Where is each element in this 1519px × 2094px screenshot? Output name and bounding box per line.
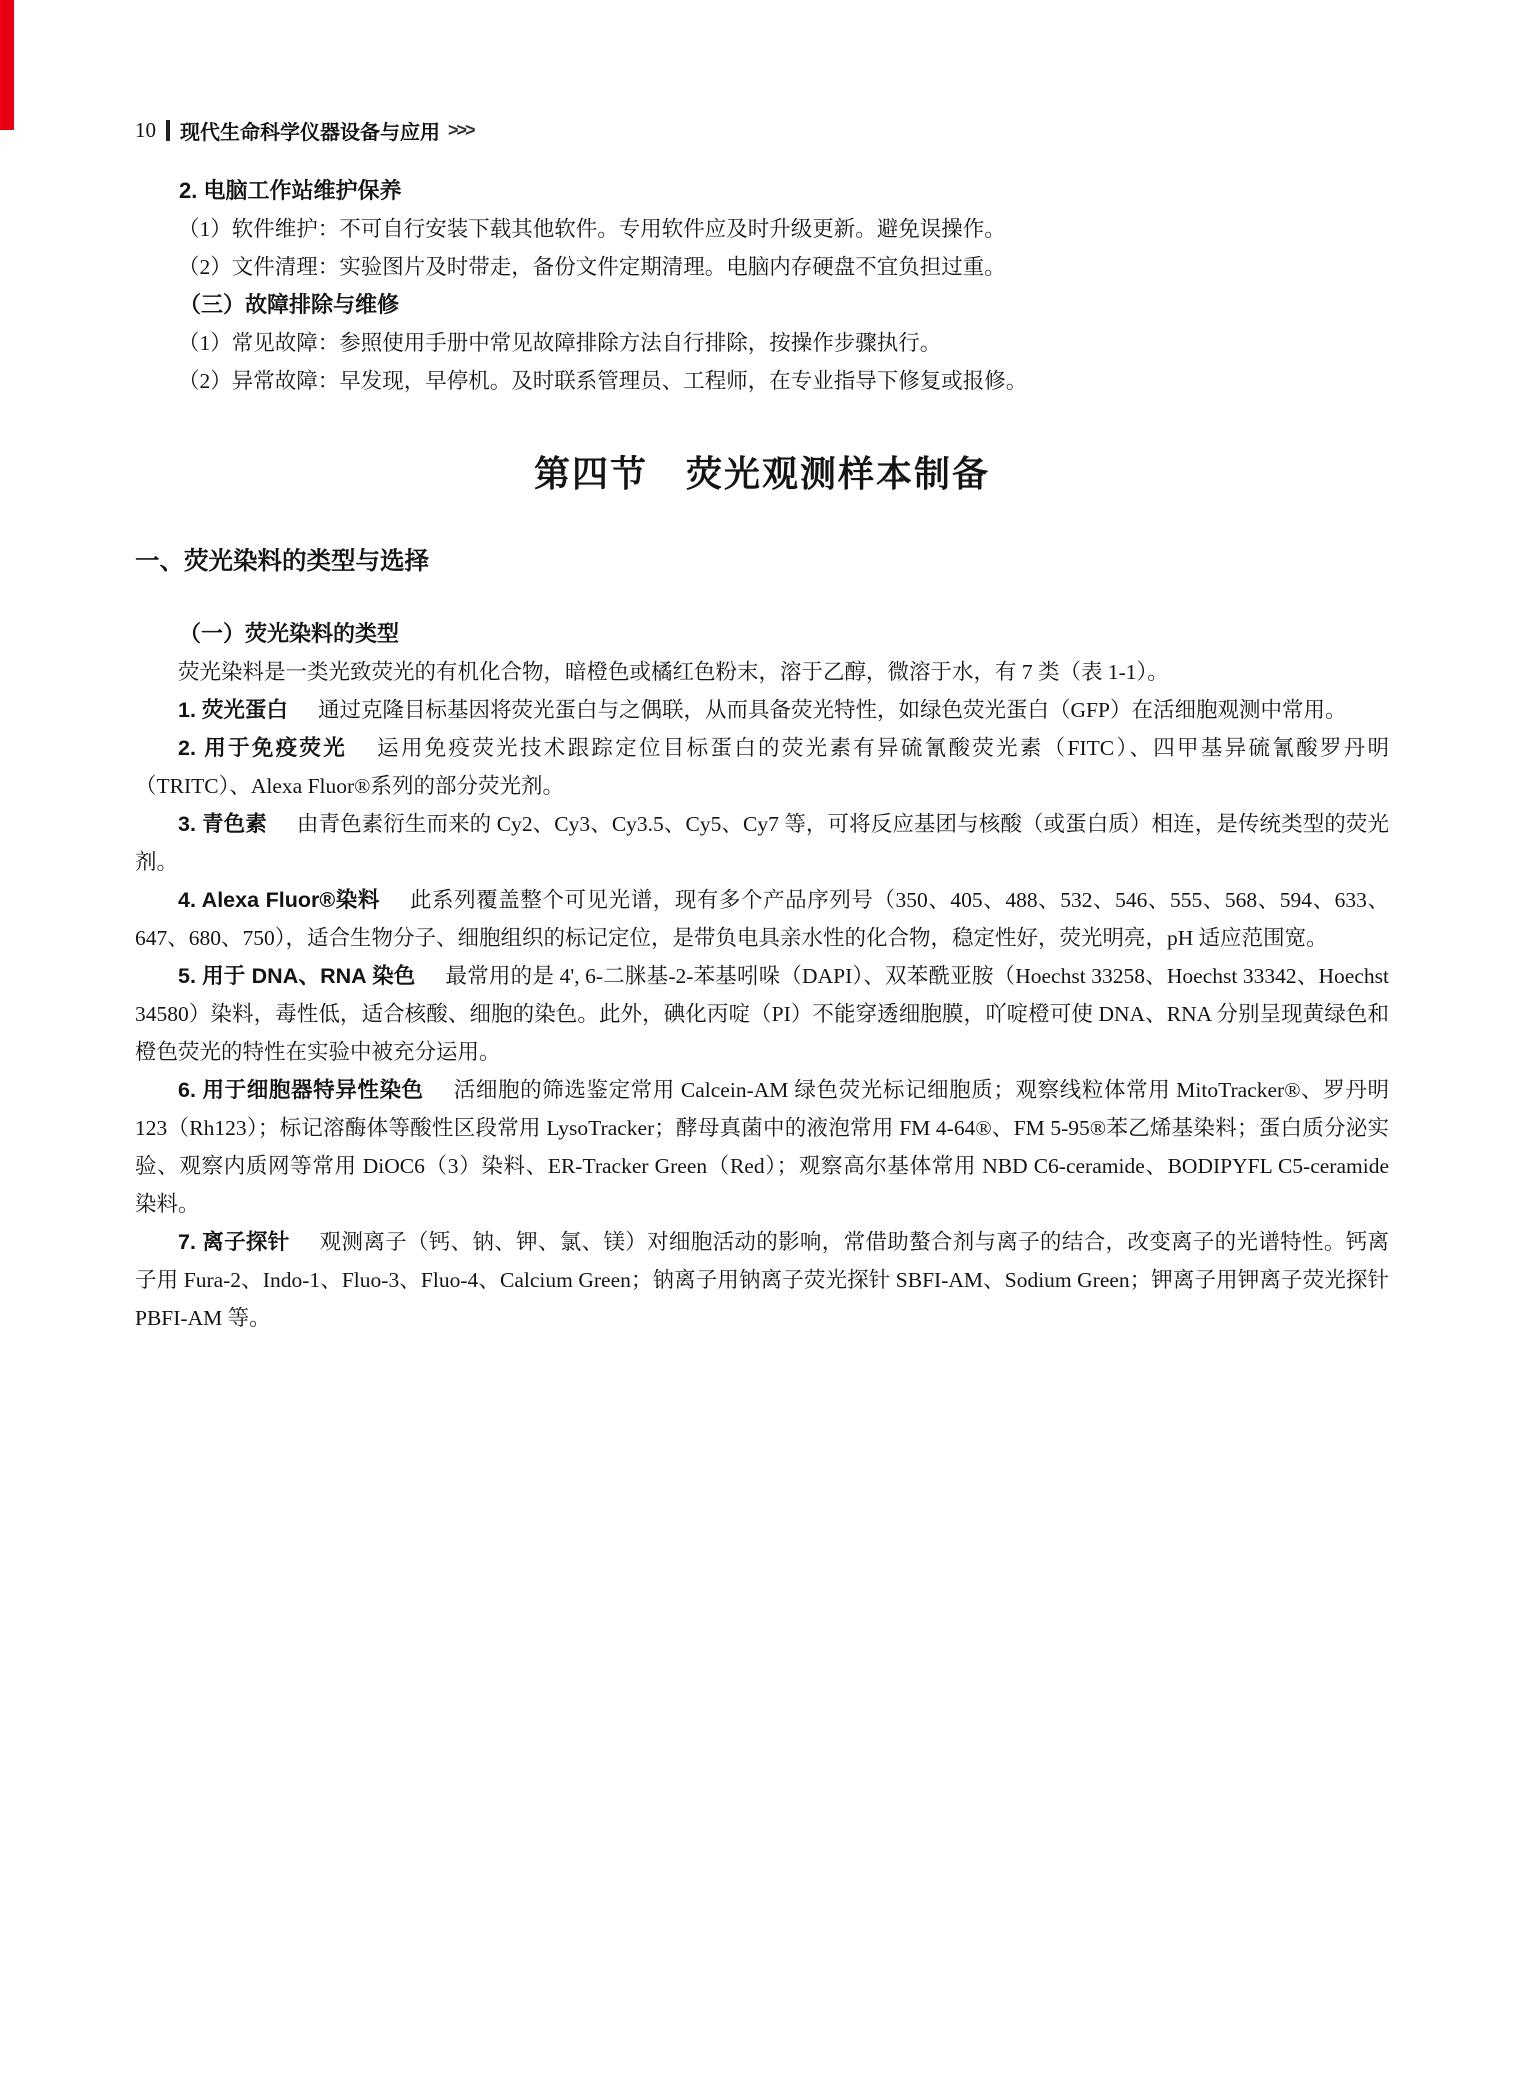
run: （1）常见故障：参照使用手册中常见故障排除方法自行排除，按操作步骤执行。	[178, 331, 942, 355]
run: 此系列覆盖整个可见光谱，现有多个产品序列号（350、405、488、532、546、555、568、594、633、647、680、750），适合生物分子、细胞组织的标记定位，是带负电具亲水性的化合物，稳定性好，荧光明亮，pH 适应范围宽。	[135, 888, 1389, 950]
run-bold: 1. 荧光蛋白	[178, 698, 288, 722]
document-body	[135, 172, 1389, 1337]
run: 一、荧光染料的类型与选择	[135, 548, 429, 575]
header-divider	[166, 120, 170, 141]
page-header	[135, 116, 474, 145]
run: 通过克隆目标基因将荧光蛋白与之偶联，从而具备荧光特性，如绿色荧光蛋白（GFP）在活细胞观测中常用。	[318, 698, 1347, 722]
run: （三）故障排除与维修	[179, 292, 400, 317]
run: （一）荧光染料的类型	[179, 621, 400, 646]
subsection-heading	[135, 543, 1389, 581]
run: 活细胞的筛选鉴定常用 Calcein-AM 绿色荧光标记细胞质；观察线粒体常用 MitoTracker®、罗丹明 123（Rh123）；标记溶酶体等酸性区段常用 LysoTracker；酵母真菌中的液泡常用 FM 4-64®、FM 5-95®苯乙烯基染料；蛋白质分泌实验、观察内质网等常用 DiOC6（3）染料、ER-Tracker Green（Red）；观察高尔基体常用 NBD C6-ceramide、BODIPYFL C5-ceramide 染料。	[135, 1078, 1389, 1216]
run-bold: 5. 用于 DNA、RNA 染色	[178, 964, 416, 988]
run-bold: 2. 用于免疫荧光	[178, 736, 348, 760]
paragraph	[135, 210, 1389, 248]
paragraph	[135, 248, 1389, 286]
book-title: 现代生命科学仪器设备与应用	[180, 122, 440, 144]
paragraph	[135, 1223, 1389, 1337]
paragraph	[135, 1071, 1389, 1223]
run: 第四节 荧光观测样本制备	[533, 454, 990, 494]
run: 最常用的是 4', 6-二脒基-2-苯基吲哚（DAPI）、双苯酰亚胺（Hoechst 33258、Hoechst 33342、Hoechst 34580）染料，毒性低，适合核酸、细胞的染色。此外，碘化丙啶（PI）不能穿透细胞膜，吖啶橙可使 DNA、RNA 分别呈现黄绿色和橙色荧光的特性在实验中被充分运用。	[135, 964, 1389, 1064]
section-title	[135, 452, 1389, 497]
run: 运用免疫荧光技术跟踪定位目标蛋白的荧光素有异硫氰酸荧光素（FITC）、四甲基异硫氰酸罗丹明（TRITC）、Alexa Fluor®系列的部分荧光剂。	[135, 736, 1389, 798]
numbered-heading	[135, 172, 1389, 210]
paragraph	[135, 881, 1389, 957]
run-bold: 6. 用于细胞器特异性染色	[178, 1078, 424, 1102]
run: 2. 电脑工作站维护保养	[179, 178, 402, 203]
paragraph	[135, 653, 1389, 691]
paragraph	[135, 362, 1389, 400]
run-bold: 3. 青色素	[178, 812, 267, 836]
paragraph	[135, 324, 1389, 362]
paragraph	[135, 957, 1389, 1071]
run: 观测离子（钙、钠、钾、氯、镁）对细胞活动的影响，常借助螯合剂与离子的结合，改变离子的光谱特性。钙离子用 Fura-2、Indo-1、Fluo-3、Fluo-4、Calcium Green；钠离子用钠离子荧光探针 SBFI-AM、Sodium Green；钾离子用钾离子荧光探针 PBFI-AM 等。	[135, 1230, 1389, 1330]
run: 荧光染料是一类光致荧光的有机化合物，暗橙色或橘红色粉末，溶于乙醇，微溶于水，有 7 类（表 1-1）。	[178, 660, 1169, 684]
page-number: 10	[135, 118, 156, 142]
chevrons-icon: >>>	[448, 120, 474, 140]
paragraph	[135, 691, 1389, 729]
run-bold: 4. Alexa Fluor®染料	[178, 888, 380, 912]
paragraph	[135, 805, 1389, 881]
run: （2）文件清理：实验图片及时带走，备份文件定期清理。电脑内存硬盘不宜负担过重。	[178, 255, 1006, 279]
sub-heading	[135, 615, 1389, 653]
numbered-heading	[135, 286, 1389, 324]
run: 由青色素衍生而来的 Cy2、Cy3、Cy3.5、Cy5、Cy7 等，可将反应基团与核酸（或蛋白质）相连，是传统类型的荧光剂。	[135, 812, 1389, 874]
run: （2）异常故障：早发现，早停机。及时联系管理员、工程师，在专业指导下修复或报修。	[178, 369, 1028, 393]
run: （1）软件维护：不可自行安装下载其他软件。专用软件应及时升级更新。避免误操作。	[178, 217, 1006, 241]
run-bold: 7. 离子探针	[178, 1230, 290, 1254]
paragraph	[135, 729, 1389, 805]
accent-bar	[0, 0, 14, 130]
